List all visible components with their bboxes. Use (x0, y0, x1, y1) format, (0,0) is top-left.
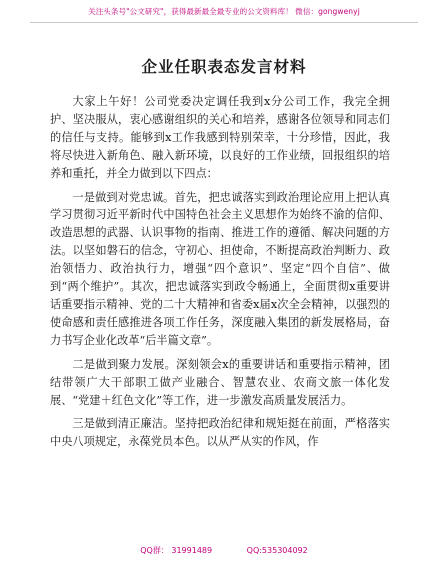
document-body (50, 93, 390, 457)
header-divider (30, 22, 418, 23)
paragraph-loyalty: 一是做到对党忠诚。首先，把忠诚落实到政治理论应用上把认真学习贯彻习近平新时代中国特色社会主义思想作为始终不渝的信仰、改造思想的武器、认识事物的指南、推进工作的遵循、解决问题的方法。以坚如磐石的信念，守初心、担使命，不断提高政治判断力、政治领悟力、政治执行力，增强“四个意识”、坚定“四个自信”、做到“两个维护”。其次，把忠诚落实到政令畅通上，全面贯彻x重要讲话重要指示精神、党的二十大精神和省委x届x次全会精神，以强烈的使命感和责任感推进各项工作任务，深度融入集团的新发展格局，奋力书写企业化改革“后半篇文章”。 (50, 190, 390, 347)
paragraph-development: 二是做到聚力发展。深刻领会x的重要讲话和重要指示精神，团结带领广大干部职工做产业融合、智慧农业、农商文旅一体化发展、“党建＋红色文化”等工作，进一步激发高质量发展活力。 (50, 357, 390, 407)
contact-footer (0, 545, 448, 556)
document-title: 企业任职表态发言材料 (141, 58, 307, 76)
paragraph-integrity: 三是做到清正廉洁。坚持把政治纪律和规矩挺在前面，严格落实中央八项规定，永葆党员本色。以从严从实的作风，作 (50, 417, 390, 449)
paragraph-intro: 大家上午好！公司党委决定调任我到x分公司工作，我完全拥护、坚决服从，衷心感谢组织的关心和培养，感谢各位领导和同志们的信任与支持。能够到x工作我感到特别荣幸，十分珍惜，因此，我将尽快进入新角色、融入新环境，以良好的工作业绩，回报组织的培养和重托，并全力做到以下四点： (50, 95, 390, 180)
qq-text: QQ:535304092 (246, 546, 308, 555)
promo-banner: 关注头条号"公文研究"，获得最新最全最专业的公文资料库！ 微信：gongwenyj (88, 7, 360, 16)
qq-group-text: QQ群： 31991489 (140, 546, 213, 555)
